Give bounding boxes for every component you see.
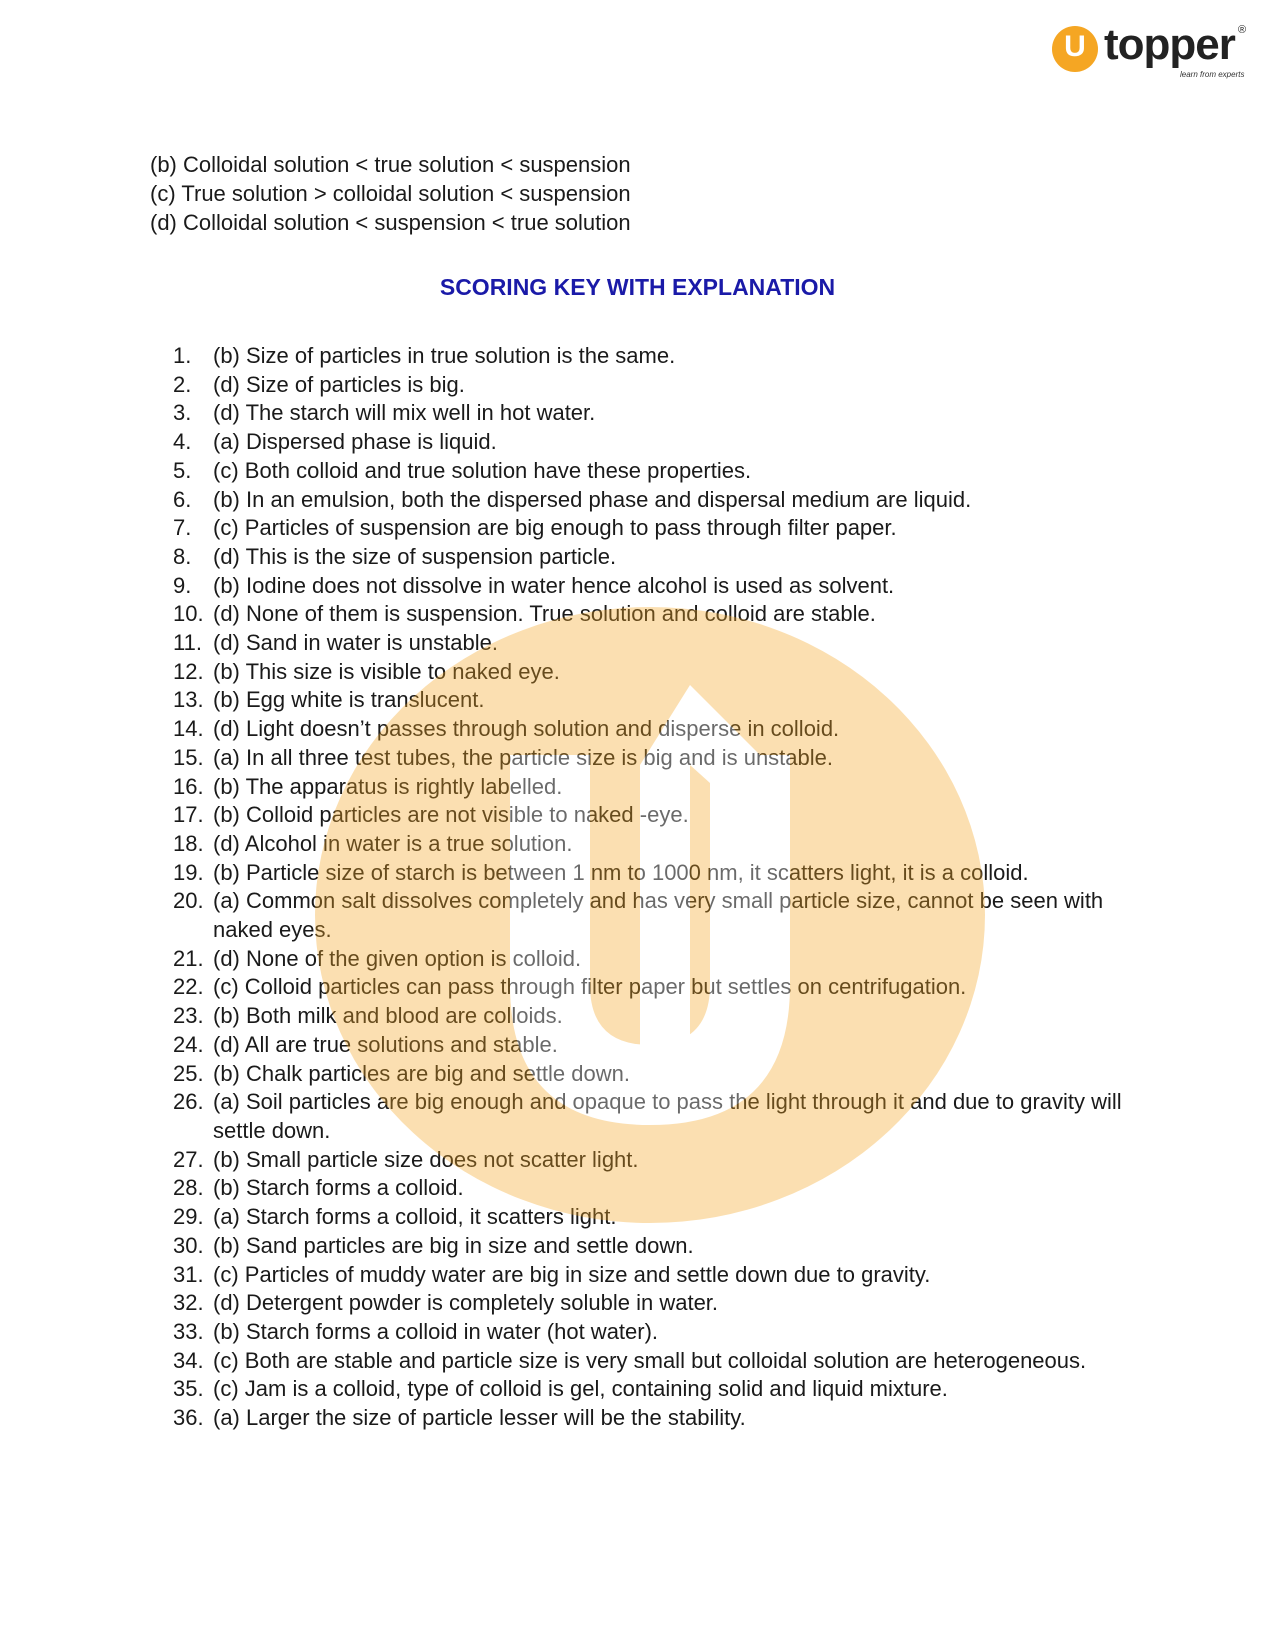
answer-text: (d) Size of particles is big. [213,371,465,397]
answer-number: 4. [173,429,192,455]
answer-item [173,859,1133,888]
answer-number: 31. [173,1261,204,1287]
answer-text: (b) Starch forms a colloid in water (hot water). [213,1318,659,1344]
answer-item [173,1088,1133,1145]
answer-item [173,1232,1133,1261]
answer-number: 12. [173,658,204,684]
answer-text: (a) Larger the size of particle lesser will be the stability. [213,1405,746,1431]
answer-number: 28. [173,1175,204,1201]
answer-number: 36. [173,1405,204,1431]
answer-item [173,1261,1133,1290]
answer-item [173,371,1133,400]
option-item: (d) Colloidal solution < suspension < true solution [150,210,631,235]
answer-item [173,945,1133,974]
answer-text: (c) Particles of muddy water are big in size and settle down due to gravity. [213,1261,931,1287]
answer-item [173,801,1133,830]
answer-item [173,543,1133,572]
answer-item [173,887,1133,944]
answer-number: 2. [173,371,192,397]
answer-item [173,1060,1133,1089]
answer-text: (d) Alcohol in water is a true solution. [213,830,573,856]
answer-text: (b) Chalk particles are big and settle down. [213,1060,630,1086]
answer-number: 5. [173,457,192,483]
answer-item [173,830,1133,859]
answer-number: 20. [173,888,204,914]
answer-item [173,1318,1133,1347]
answer-text: (d) The starch will mix well in hot water. [213,400,596,426]
logo-tagline: learn from experts [1180,70,1245,79]
answer-text: (d) Detergent powder is completely soluble in water. [213,1290,719,1316]
answer-text: (c) Both colloid and true solution have these properties. [213,457,752,483]
answer-number: 25. [173,1060,204,1086]
answer-text: (d) None of them is suspension. True solution and colloid are stable. [213,601,876,627]
answer-number: 21. [173,945,204,971]
logo-wordmark: topper [1104,20,1235,69]
answer-text: (b) In an emulsion, both the dispersed phase and dispersal medium are liquid. [213,486,972,512]
answer-item [173,399,1133,428]
answer-number: 1. [173,343,192,368]
answer-item [173,973,1133,1002]
answer-item [173,1404,1133,1433]
answer-text: (a) Soil particles are big enough and opaque to pass the light through it and due to gravity will settle down. [213,1089,1122,1143]
answer-text: (a) Starch forms a colloid, it scatters light. [213,1204,617,1230]
answer-item [173,1347,1133,1376]
answer-item [173,715,1133,744]
answer-item [173,1146,1133,1175]
answer-text: (c) Colloid particles can pass through filter paper but settles on centrifugation. [213,974,967,1000]
answer-item [173,773,1133,802]
answer-item [173,686,1133,715]
answer-number: 9. [173,572,192,598]
answer-number: 15. [173,744,204,770]
option-item: (c) True solution > colloidal solution < suspension [150,181,631,206]
answer-text: (a) In all three test tubes, the particle size is big and is unstable. [213,744,833,770]
logo-letter: U [1064,30,1086,63]
logo-u-icon [1052,26,1098,72]
answer-item [173,1174,1133,1203]
answer-text: (d) Sand in water is unstable. [213,630,498,656]
answer-number: 8. [173,543,192,569]
answer-item [173,457,1133,486]
answer-text: (b) Both milk and blood are colloids. [213,1003,563,1029]
registered-mark: ® [1238,24,1247,36]
answer-number: 10. [173,601,204,627]
answer-key-list [173,342,1133,1433]
answer-text: (d) None of the given option is colloid. [213,945,582,971]
answer-number: 35. [173,1376,204,1402]
answer-item [173,514,1133,543]
answer-item [173,486,1133,515]
answer-text: (b) Egg white is translucent. [213,687,485,713]
answer-number: 7. [173,515,192,541]
answer-text: (d) All are true solutions and stable. [213,1031,558,1057]
answer-number: 30. [173,1232,204,1258]
answer-number: 11. [173,630,202,656]
answer-text: (b) Colloid particles are not visible to naked -eye. [213,802,689,828]
section-heading: SCORING KEY WITH EXPLANATION [439,274,836,300]
answer-number: 33. [173,1318,204,1344]
answer-number: 19. [173,859,204,885]
question-options [150,150,631,237]
answer-number: 32. [173,1290,204,1316]
answer-item [173,1375,1133,1404]
answer-text: (b) The apparatus is rightly labelled. [213,773,563,799]
answer-text: (c) Particles of suspension are big enough to pass through filter paper. [213,515,897,541]
brand-logo [1052,20,1252,84]
answer-item [173,428,1133,457]
answer-number: 24. [173,1031,204,1057]
answer-number: 27. [173,1146,204,1172]
answer-item [173,1289,1133,1318]
option-item: (b) Colloidal solution < true solution < suspension [150,152,631,177]
answer-item [173,1203,1133,1232]
answer-item [173,1031,1133,1060]
answer-text: (b) Sand particles are big in size and settle down. [213,1232,694,1258]
answer-text: (c) Both are stable and particle size is very small but colloidal solution are heterogeneous. [213,1347,1087,1373]
answer-text: (b) Starch forms a colloid. [213,1175,464,1201]
answer-text: (b) Size of particles in true solution is the same. [213,343,676,368]
answer-number: 17. [173,802,204,828]
answer-text: (d) This is the size of suspension particle. [213,543,617,569]
answer-text: (b) Small particle size does not scatter light. [213,1146,639,1172]
answer-item [173,1002,1133,1031]
answer-item [173,744,1133,773]
answer-text: (b) Particle size of starch is between 1 nm to 1000 nm, it scatters light, it is a colloid. [213,859,1029,885]
answer-text: (b) This size is visible to naked eye. [213,658,560,684]
answer-number: 23. [173,1003,204,1029]
answer-text: (c) Jam is a colloid, type of colloid is gel, containing solid and liquid mixture. [213,1376,948,1402]
answer-number: 16. [173,773,204,799]
answer-number: 18. [173,830,204,856]
answer-number: 14. [173,716,204,742]
answer-number: 22. [173,974,204,1000]
answer-number: 13. [173,687,204,713]
answer-item [173,629,1133,658]
answer-number: 34. [173,1347,204,1373]
answer-text: (b) Iodine does not dissolve in water hence alcohol is used as solvent. [213,572,895,598]
answer-text: (a) Dispersed phase is liquid. [213,429,497,455]
answer-item [173,600,1133,629]
answer-number: 3. [173,400,192,426]
answer-text: (a) Common salt dissolves completely and has very small particle size, cannot be seen with naked eyes. [213,888,1104,943]
answer-item [173,572,1133,601]
answer-item [173,342,1133,371]
answer-text: (d) Light doesn’t passes through solution and disperse in colloid. [213,716,840,742]
answer-number: 26. [173,1089,204,1115]
answer-item [173,658,1133,687]
answer-number: 6. [173,486,192,512]
answer-number: 29. [173,1204,204,1230]
